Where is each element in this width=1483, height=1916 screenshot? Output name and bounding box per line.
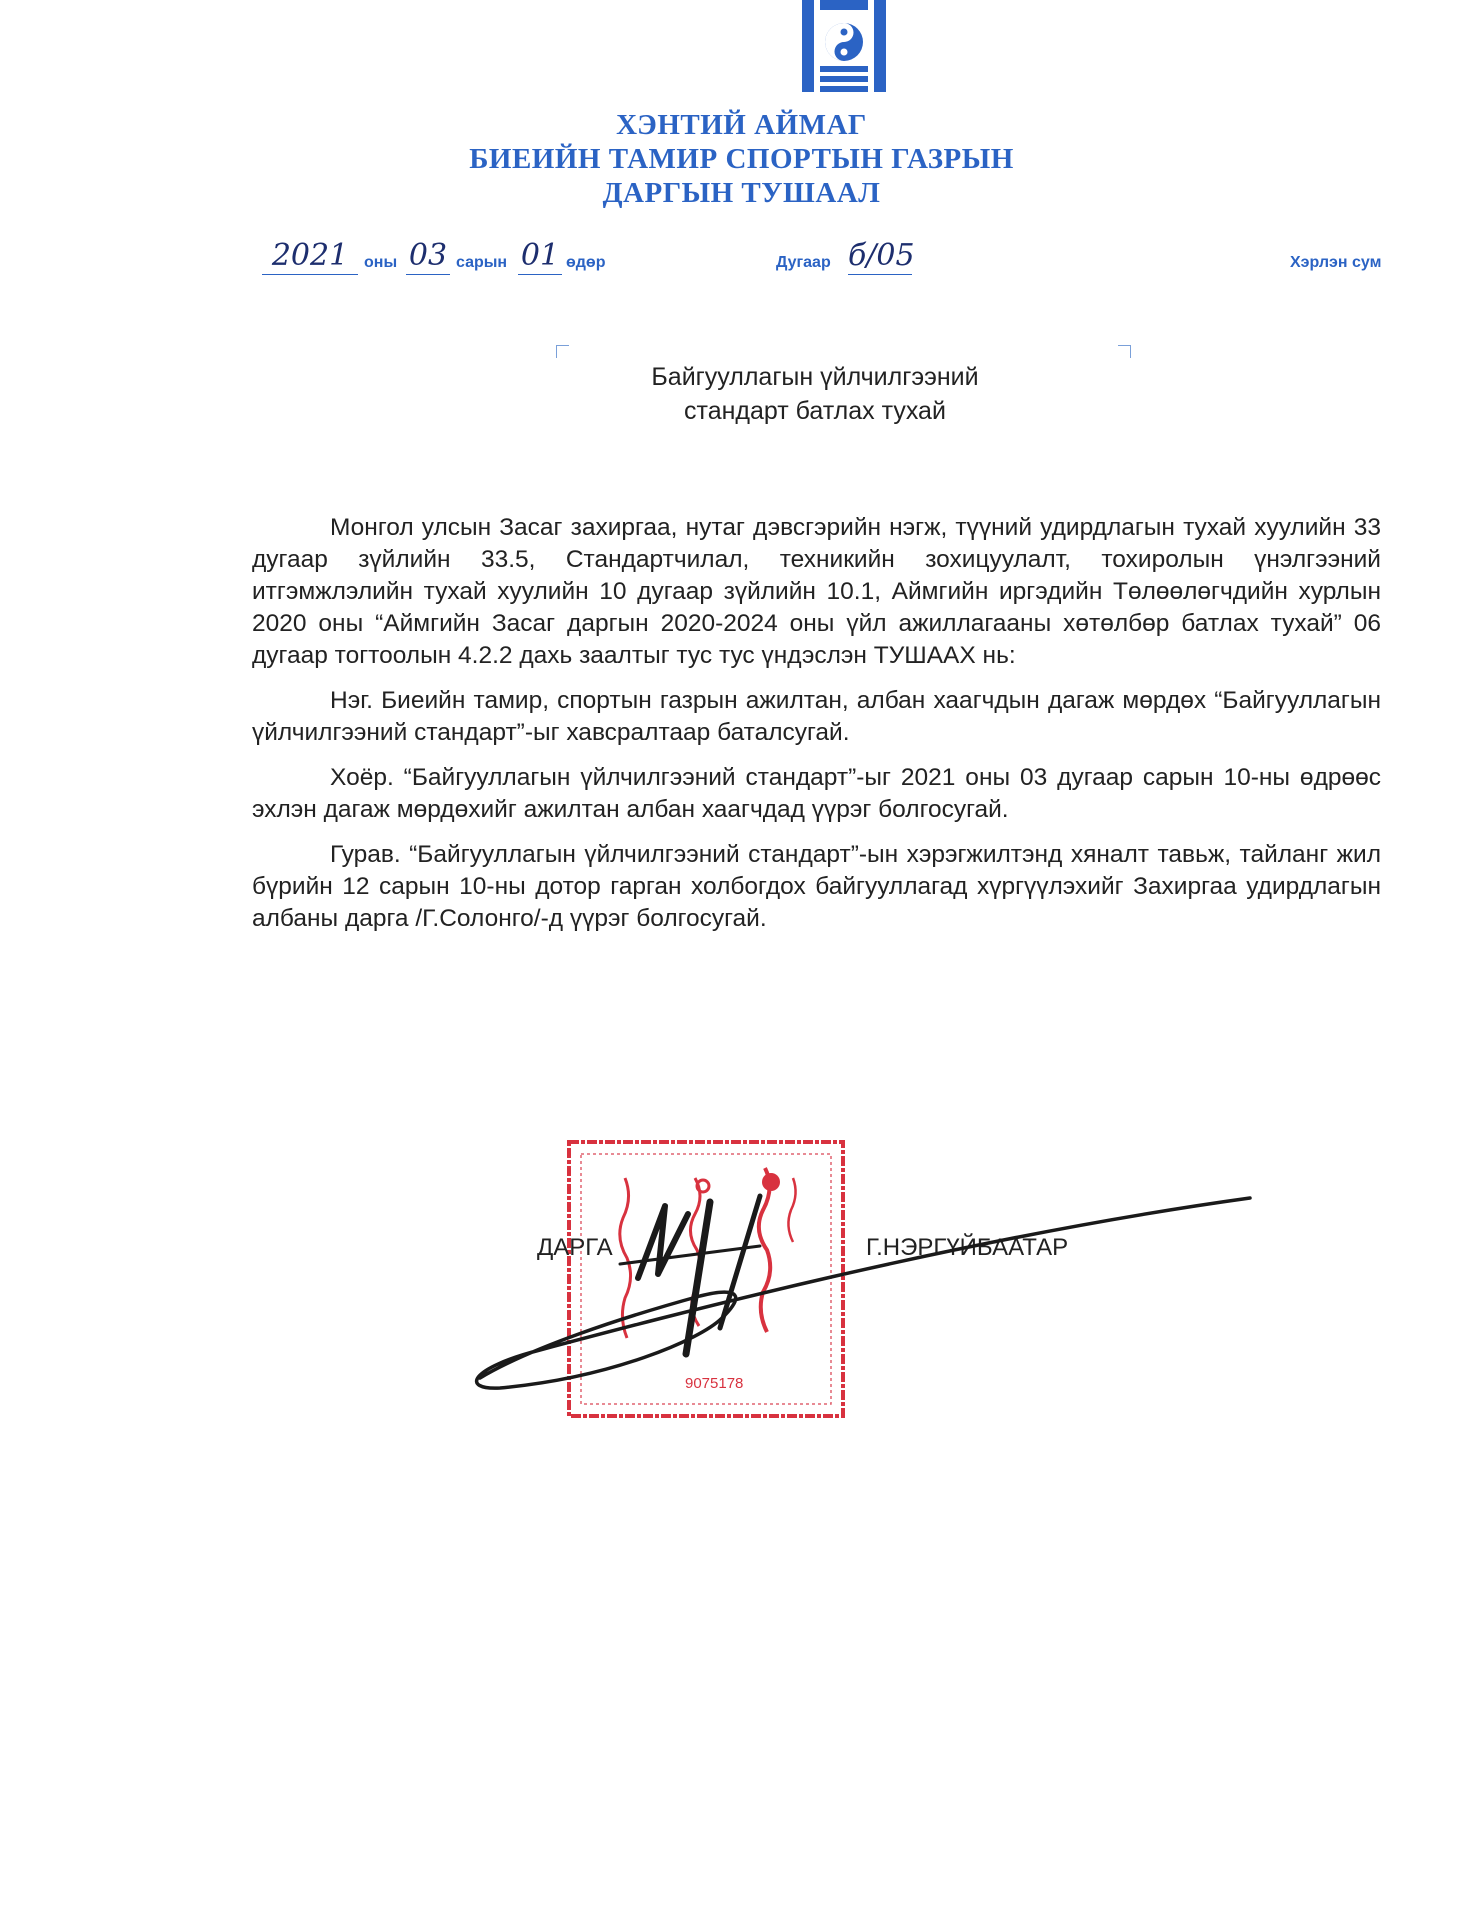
document-header xyxy=(0,108,1483,210)
soyombo-emblem-icon xyxy=(798,0,890,92)
day-label: өдөр xyxy=(566,254,606,271)
year-field: 2021 xyxy=(262,238,358,275)
order-item-1: Нэг. Биеийн тамир, спортын газрын ажилтан, албан хаагчдын дагаж мөрдөх “Байгууллагын үйлчилгээний стандарт”-ыг хавсралтаар баталсугай. xyxy=(252,687,1381,746)
preamble-paragraph: Монгол улсын Засаг захиргаа, нутаг дэвсгэрийн нэгж, түүний удирдлагын тухай хуулийн 33 дугаар зүйлийн 33.5, Стандартчилал, техникийн зохицуулалт, тохиролын үнэлгээний итгэмжлэлийн тухай хуулийн 10 дугаар зүйлийн 10.1, Аймгийн иргэдийн Төлөөлөгчдийн хурлын 2020 оны “Аймгийн Засаг даргын 2020-2024 оны үйл ажиллагааны хөтөлбөр батлах тухай” 06 дугаар тогтоолын 4.2.2 дахь заалтыг тус тус үндэслэн ТУШААХ нь: xyxy=(252,514,1381,669)
signatory-name: Г.НЭРГҮЙБААТАР xyxy=(866,1234,1069,1261)
month-field: 03 xyxy=(406,238,450,275)
header-line-order-title: ДАРГЫН ТУШААЛ xyxy=(602,177,881,209)
document-subject xyxy=(0,360,1483,428)
order-number-field: б/05 xyxy=(848,238,915,273)
handwritten-signature-icon xyxy=(460,1178,1260,1398)
subject-line-2: стандарт батлах тухай xyxy=(684,397,946,425)
subject-corner-mark-left xyxy=(556,345,569,358)
day-field: 01 xyxy=(518,238,562,275)
order-item-2: Хоёр. “Байгууллагын үйлчилгээний стандарт”-ыг 2021 оны 03 дугаар сарын 10-ны өдрөөс эхлэн дагаж мөрдөхийг ажилтан албан хаагчдад үүрэг болгосугай. xyxy=(252,764,1381,823)
stamp-number: 9075178 xyxy=(685,1375,744,1392)
place-label: Хэрлэн сум xyxy=(1290,254,1382,271)
signatory-title: ДАРГА xyxy=(537,1234,613,1261)
header-line-aimag: ХЭНТИЙ АЙМАГ xyxy=(616,109,867,141)
month-label: сарын xyxy=(456,254,508,271)
header-line-organization: БИЕИЙН ТАМИР СПОРТЫН ГАЗРЫН xyxy=(469,143,1014,175)
date-number-line xyxy=(0,238,1483,278)
order-number-label: Дугаар xyxy=(776,254,831,271)
subject-corner-mark-right xyxy=(1118,345,1131,358)
year-label: оны xyxy=(364,254,398,271)
order-item-3: Гурав. “Байгууллагын үйлчилгээний стандарт”-ын хэрэгжилтэнд хяналт тавьж, тайланг жил бүрийн 12 сарын 10-ны дотор гарган холбогдох байгууллагад хүргүүлэхийг Захиргаа удирдлагын албаны дарга /Г.Солонго/-д үүрэг болгосугай. xyxy=(252,841,1381,932)
document-body xyxy=(252,512,1381,948)
subject-line-1: Байгууллагын үйлчилгээний xyxy=(651,363,979,391)
